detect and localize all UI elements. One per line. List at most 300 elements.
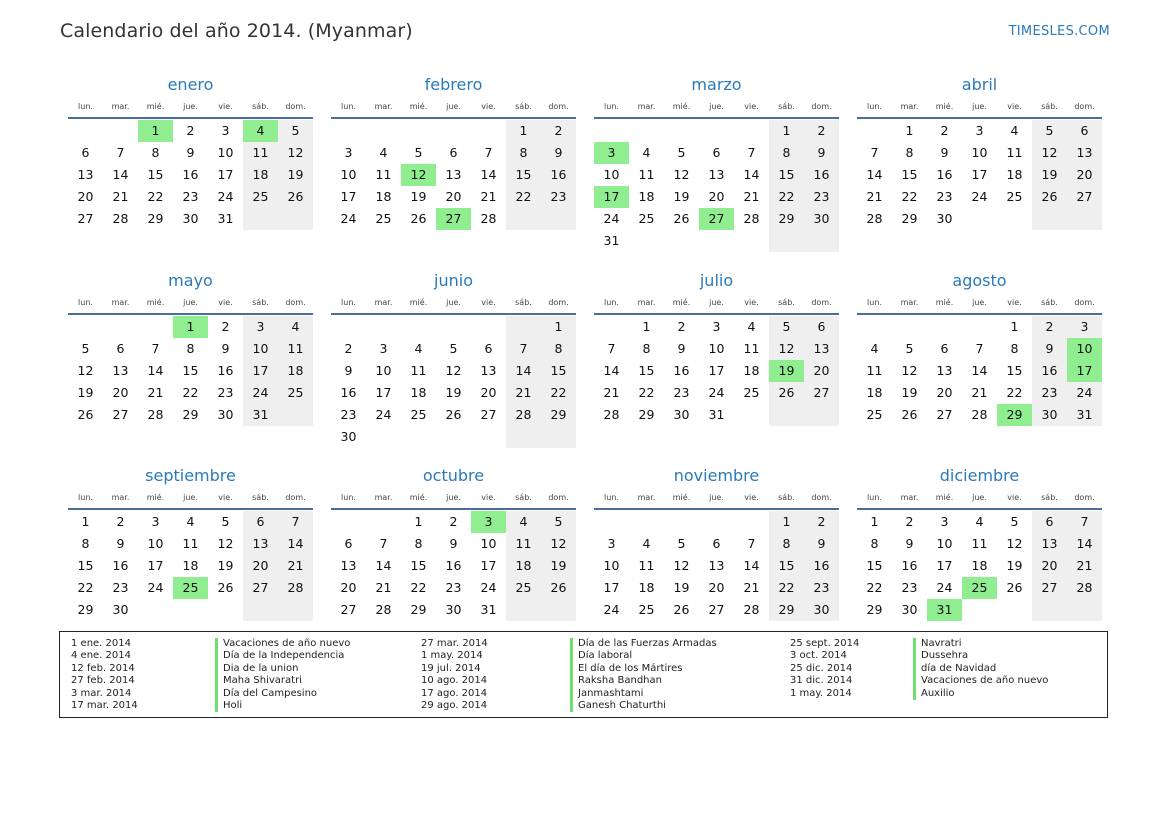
weekday-label: mié.	[672, 102, 691, 111]
weekday-label: sáb.	[778, 102, 795, 111]
weekday-label: dom.	[285, 102, 306, 111]
days-grid	[594, 316, 839, 426]
calendar-day: 20	[243, 555, 278, 577]
days-grid	[331, 120, 576, 230]
legend-name-column	[913, 638, 1048, 700]
empty-day	[594, 120, 629, 142]
calendar-day: 28	[866, 211, 883, 226]
calendar-day: 22	[541, 382, 576, 404]
calendar-day: 13	[77, 167, 94, 182]
weekday-label: jue.	[446, 493, 461, 502]
calendar-day: 15	[541, 360, 576, 382]
calendar-day: 14	[1067, 533, 1102, 555]
empty-day	[68, 120, 103, 142]
empty-day	[594, 511, 629, 533]
calendar-day: 19	[217, 558, 234, 573]
calendar-day: 13	[804, 338, 839, 360]
empty-day	[997, 599, 1032, 621]
calendar-day: 15	[77, 558, 94, 573]
calendar-day: 1	[870, 514, 879, 529]
empty-day	[243, 208, 278, 230]
empty-day	[366, 120, 401, 142]
calendar-day: 23	[901, 580, 918, 595]
legend-holiday-name: Día laboral	[570, 650, 717, 662]
weekday-label: lun.	[604, 102, 619, 111]
calendar-day: 27	[936, 407, 953, 422]
empty-day	[173, 599, 208, 621]
legend-date: 3 mar. 2014	[71, 687, 132, 699]
empty-day	[734, 511, 769, 533]
calendar-day: 29	[410, 602, 427, 617]
calendar-day: 21	[603, 385, 620, 400]
calendar-day: 7	[506, 338, 541, 360]
calendar-day: 17	[340, 189, 357, 204]
calendar-day: 12	[1032, 142, 1067, 164]
calendar-day: 15	[506, 164, 541, 186]
calendar-day: 22	[410, 580, 427, 595]
calendar-day: 8	[769, 533, 804, 555]
calendar-day: 18	[506, 555, 541, 577]
calendar-day: 26	[673, 602, 690, 617]
calendar-day: 5	[1010, 514, 1019, 529]
empty-day	[506, 426, 541, 448]
calendar-day: 18	[278, 360, 313, 382]
calendar-day: 23	[673, 385, 690, 400]
calendar-day: 31	[480, 602, 497, 617]
weekday-label: lun.	[867, 493, 882, 502]
weekday-label: jue.	[972, 493, 987, 502]
empty-day	[804, 230, 839, 252]
calendar-day: 24	[480, 580, 497, 595]
calendar-day: 8	[905, 145, 914, 160]
calendar-day: 9	[116, 536, 125, 551]
calendar-day: 24	[217, 189, 234, 204]
empty-day	[699, 511, 734, 533]
weekday-label: mar.	[111, 102, 130, 111]
weekday-header	[857, 293, 1102, 315]
legend-holiday-name: Día de las Fuerzas Armadas	[570, 638, 717, 650]
calendar-day: 20	[1067, 164, 1102, 186]
calendar-day: 3	[379, 341, 388, 356]
empty-day	[331, 511, 366, 533]
calendar-day: 17	[603, 580, 620, 595]
calendar-day: 28	[603, 407, 620, 422]
holiday-day: 27	[699, 208, 734, 230]
calendar-day: 11	[743, 341, 760, 356]
weekday-label: sáb.	[252, 298, 269, 307]
calendar-day: 31	[243, 404, 278, 426]
calendar-day: 15	[147, 167, 164, 182]
weekday-label: mar.	[111, 298, 130, 307]
calendar-day: 11	[638, 558, 655, 573]
holiday-day: 17	[594, 186, 629, 208]
calendar-day: 21	[1067, 555, 1102, 577]
month-name: agosto	[952, 271, 1007, 290]
empty-day	[804, 404, 839, 426]
calendar-day: 28	[480, 211, 497, 226]
calendar-day: 10	[971, 145, 988, 160]
legend-date: 17 ago. 2014	[421, 687, 488, 699]
calendar-day: 20	[77, 189, 94, 204]
calendar-day: 21	[743, 189, 760, 204]
empty-day	[629, 511, 664, 533]
calendar-day: 4	[506, 511, 541, 533]
calendar-day: 23	[217, 385, 234, 400]
calendar-day: 2	[905, 514, 914, 529]
calendar-day: 20	[936, 385, 953, 400]
calendar-day: 23	[541, 186, 576, 208]
days-grid	[68, 120, 313, 230]
calendar-day: 10	[243, 338, 278, 360]
weekday-label: lun.	[604, 298, 619, 307]
legend-holiday-name: Vacaciones de año nuevo	[215, 638, 350, 650]
calendar-day: 26	[410, 211, 427, 226]
calendar-day: 28	[971, 407, 988, 422]
calendar-day: 20	[708, 580, 725, 595]
calendar-day: 12	[769, 338, 804, 360]
empty-day	[68, 316, 103, 338]
calendar-day: 24	[971, 189, 988, 204]
weekday-label: vie.	[744, 102, 759, 111]
calendar-day: 2	[116, 514, 125, 529]
calendar-day: 6	[940, 341, 949, 356]
weekday-label: mié.	[935, 298, 954, 307]
calendar-day: 22	[769, 186, 804, 208]
month-name: diciembre	[939, 466, 1020, 485]
calendar-day: 14	[112, 167, 129, 182]
calendar-day: 28	[112, 211, 129, 226]
empty-day	[1067, 599, 1102, 621]
calendar-day: 16	[340, 385, 357, 400]
calendar-day: 3	[344, 145, 353, 160]
calendar-day: 5	[905, 341, 914, 356]
calendar-day: 21	[278, 555, 313, 577]
empty-day	[594, 316, 629, 338]
calendar-day: 31	[708, 407, 725, 422]
weekday-label: sáb.	[1041, 493, 1058, 502]
calendar-day: 2	[940, 123, 949, 138]
month-name: noviembre	[673, 466, 760, 485]
empty-day	[208, 599, 243, 621]
calendar-day: 19	[410, 189, 427, 204]
calendar-day: 28	[1067, 577, 1102, 599]
weekday-label: vie.	[1007, 298, 1022, 307]
holiday-day: 12	[401, 164, 436, 186]
calendar-day: 18	[182, 558, 199, 573]
calendar-day: 11	[182, 536, 199, 551]
calendar-day: 28	[743, 211, 760, 226]
weekday-label: dom.	[285, 298, 306, 307]
month-agosto	[857, 269, 1102, 464]
calendar-day: 6	[116, 341, 125, 356]
empty-day	[892, 316, 927, 338]
calendar-day: 7	[975, 341, 984, 356]
calendar-day: 1	[905, 123, 914, 138]
weekday-label: jue.	[972, 298, 987, 307]
calendar-day: 19	[901, 385, 918, 400]
weekday-label: dom.	[1074, 102, 1095, 111]
weekday-label: jue.	[183, 493, 198, 502]
legend-date: 1 may. 2014	[790, 687, 852, 699]
days-grid	[857, 316, 1102, 426]
calendar-day: 8	[414, 536, 423, 551]
calendar-day: 6	[804, 316, 839, 338]
calendar-day: 8	[151, 145, 160, 160]
legend-holiday-name: Holi	[215, 700, 350, 712]
calendar-day: 13	[708, 558, 725, 573]
weekday-header	[68, 293, 313, 315]
calendar-day: 15	[769, 555, 804, 577]
weekday-label: lun.	[78, 102, 93, 111]
calendar-day: 17	[480, 558, 497, 573]
calendar-day: 4	[414, 341, 423, 356]
calendar-day: 6	[243, 511, 278, 533]
empty-day	[541, 599, 576, 621]
holiday-day: 25	[173, 577, 208, 599]
calendar-day: 3	[607, 536, 616, 551]
calendar-day: 22	[1006, 385, 1023, 400]
calendar-day: 2	[221, 319, 230, 334]
calendar-day: 31	[1067, 404, 1102, 426]
holiday-day: 3	[471, 511, 506, 533]
weekday-label: mié.	[409, 102, 428, 111]
calendar-day: 3	[940, 514, 949, 529]
calendar-day: 23	[1032, 382, 1067, 404]
empty-day	[769, 404, 804, 426]
calendar-day: 12	[673, 167, 690, 182]
calendar-day: 13	[445, 167, 462, 182]
calendar-day: 9	[186, 145, 195, 160]
weekday-label: jue.	[972, 102, 987, 111]
calendar-day: 8	[541, 338, 576, 360]
weekday-label: vie.	[481, 298, 496, 307]
calendar-day: 14	[603, 363, 620, 378]
calendar-day: 24	[147, 580, 164, 595]
holiday-day: 4	[243, 120, 278, 142]
legend-date: 29 ago. 2014	[421, 699, 488, 711]
calendar-day: 14	[971, 363, 988, 378]
calendar-day: 2	[804, 120, 839, 142]
calendar-day: 13	[936, 363, 953, 378]
calendar-day: 25	[278, 382, 313, 404]
calendar-day: 5	[278, 120, 313, 142]
calendar-day: 27	[243, 577, 278, 599]
calendar-day: 9	[677, 341, 686, 356]
empty-day	[278, 208, 313, 230]
holiday-day: 10	[1067, 338, 1102, 360]
legend-name-column	[215, 638, 350, 712]
legend-holiday-name: El día de los Mártires	[570, 663, 717, 675]
weekday-label: jue.	[183, 102, 198, 111]
calendar-day: 20	[112, 385, 129, 400]
calendar-day: 29	[77, 602, 94, 617]
days-grid	[331, 316, 576, 448]
calendar-day: 4	[747, 319, 756, 334]
calendar-day: 12	[901, 363, 918, 378]
weekday-label: mié.	[409, 493, 428, 502]
legend-holiday-name: Auxilio	[913, 688, 1048, 700]
calendar-day: 10	[147, 536, 164, 551]
month-name: enero	[167, 75, 214, 94]
days-grid	[594, 511, 839, 621]
days-grid	[68, 511, 313, 621]
empty-day	[471, 120, 506, 142]
empty-day	[664, 511, 699, 533]
empty-day	[331, 316, 366, 338]
weekday-label: dom.	[1074, 298, 1095, 307]
calendar-day: 4	[642, 536, 651, 551]
weekday-label: mié.	[935, 102, 954, 111]
calendar-day: 25	[638, 602, 655, 617]
weekday-label: sáb.	[778, 298, 795, 307]
calendar-day: 10	[217, 145, 234, 160]
calendar-day: 14	[866, 167, 883, 182]
brand-link[interactable]: TIMESLES.COM	[1008, 24, 1110, 39]
calendar-day: 26	[1006, 580, 1023, 595]
holiday-day: 1	[138, 120, 173, 142]
legend-date: 12 feb. 2014	[71, 662, 135, 674]
calendar-day: 29	[182, 407, 199, 422]
weekday-label: mar.	[900, 298, 919, 307]
legend-holiday-name: Vacaciones de año nuevo	[913, 675, 1048, 687]
calendar-day: 15	[410, 558, 427, 573]
weekday-label: mar.	[111, 493, 130, 502]
calendar-day: 24	[340, 211, 357, 226]
calendar-day: 25	[638, 211, 655, 226]
weekday-label: mar.	[900, 493, 919, 502]
calendar-day: 3	[712, 319, 721, 334]
legend-date-column	[790, 638, 859, 700]
calendar-day: 19	[445, 385, 462, 400]
calendar-day: 11	[375, 167, 392, 182]
calendar-day: 27	[77, 211, 94, 226]
weekday-header	[857, 488, 1102, 510]
calendar-day: 23	[340, 407, 357, 422]
calendar-day: 18	[971, 558, 988, 573]
month-name: febrero	[424, 75, 483, 94]
calendar-day: 16	[182, 167, 199, 182]
calendar-day: 22	[769, 577, 804, 599]
weekday-label: sáb.	[515, 493, 532, 502]
calendar-day: 26	[278, 186, 313, 208]
calendar-day: 8	[870, 536, 879, 551]
weekday-label: mar.	[637, 298, 656, 307]
calendar-day: 30	[673, 407, 690, 422]
empty-day	[278, 404, 313, 426]
calendar-day: 16	[217, 363, 234, 378]
calendar-day: 27	[804, 382, 839, 404]
calendar-day: 7	[151, 341, 160, 356]
empty-day	[138, 599, 173, 621]
calendar-day: 6	[449, 145, 458, 160]
legend-date-column	[421, 638, 488, 712]
calendar-day: 3	[221, 123, 230, 138]
month-name: octubre	[422, 466, 485, 485]
calendar-day: 12	[541, 533, 576, 555]
calendar-day: 25	[243, 186, 278, 208]
calendar-day: 5	[769, 316, 804, 338]
holiday-day: 17	[1067, 360, 1102, 382]
weekday-header	[857, 97, 1102, 119]
calendar-day: 20	[480, 385, 497, 400]
calendar-day: 18	[866, 385, 883, 400]
calendar-day: 16	[673, 363, 690, 378]
weekday-label: lun.	[604, 493, 619, 502]
calendar-day: 11	[1006, 145, 1023, 160]
month-junio	[331, 269, 576, 464]
calendar-day: 2	[344, 341, 353, 356]
calendar-day: 10	[375, 363, 392, 378]
legend-holiday-name: Dia de la union	[215, 663, 350, 675]
holiday-day: 3	[594, 142, 629, 164]
calendar-day: 13	[112, 363, 129, 378]
calendar-day: 27	[340, 602, 357, 617]
calendar-day: 20	[445, 189, 462, 204]
calendar-day: 11	[971, 536, 988, 551]
calendar-day: 26	[217, 580, 234, 595]
calendar-day: 29	[638, 407, 655, 422]
calendar-day: 19	[1006, 558, 1023, 573]
empty-day	[436, 316, 471, 338]
weekday-label: sáb.	[1041, 102, 1058, 111]
calendar-day: 25	[743, 385, 760, 400]
calendar-day: 31	[603, 233, 620, 248]
empty-day	[1032, 599, 1067, 621]
calendar-day: 24	[375, 407, 392, 422]
month-diciembre	[857, 464, 1102, 634]
calendar-day: 21	[506, 382, 541, 404]
calendar-day: 1	[1010, 319, 1019, 334]
weekday-header	[68, 97, 313, 119]
calendar-day: 20	[1032, 555, 1067, 577]
calendar-day: 27	[708, 602, 725, 617]
calendar-day: 13	[1067, 142, 1102, 164]
calendar-day: 24	[936, 580, 953, 595]
calendar-day: 9	[940, 145, 949, 160]
holiday-day: 27	[436, 208, 471, 230]
calendar-day: 7	[870, 145, 879, 160]
holiday-day: 1	[173, 316, 208, 338]
empty-day	[699, 230, 734, 252]
calendar-day: 10	[480, 536, 497, 551]
calendar-day: 21	[147, 385, 164, 400]
calendar-day: 24	[708, 385, 725, 400]
empty-day	[962, 316, 997, 338]
calendar-day: 9	[449, 536, 458, 551]
calendar-day: 19	[541, 555, 576, 577]
empty-day	[401, 426, 436, 448]
calendar-day: 15	[769, 164, 804, 186]
calendar-day: 10	[708, 341, 725, 356]
calendar-day: 14	[743, 558, 760, 573]
calendar-day: 12	[1006, 536, 1023, 551]
calendar-day: 25	[1006, 189, 1023, 204]
calendar-day: 19	[77, 385, 94, 400]
weekday-label: lun.	[867, 102, 882, 111]
legend-date: 1 may. 2014	[421, 650, 483, 662]
calendar-day: 19	[1032, 164, 1067, 186]
weekday-label: sáb.	[515, 102, 532, 111]
calendar-day: 7	[278, 511, 313, 533]
calendar-day: 8	[769, 142, 804, 164]
calendar-day: 14	[480, 167, 497, 182]
weekday-label: mié.	[146, 298, 165, 307]
calendar-day: 14	[506, 360, 541, 382]
empty-day	[927, 316, 962, 338]
calendar-day: 13	[340, 558, 357, 573]
empty-day	[366, 316, 401, 338]
calendar-day: 12	[217, 536, 234, 551]
